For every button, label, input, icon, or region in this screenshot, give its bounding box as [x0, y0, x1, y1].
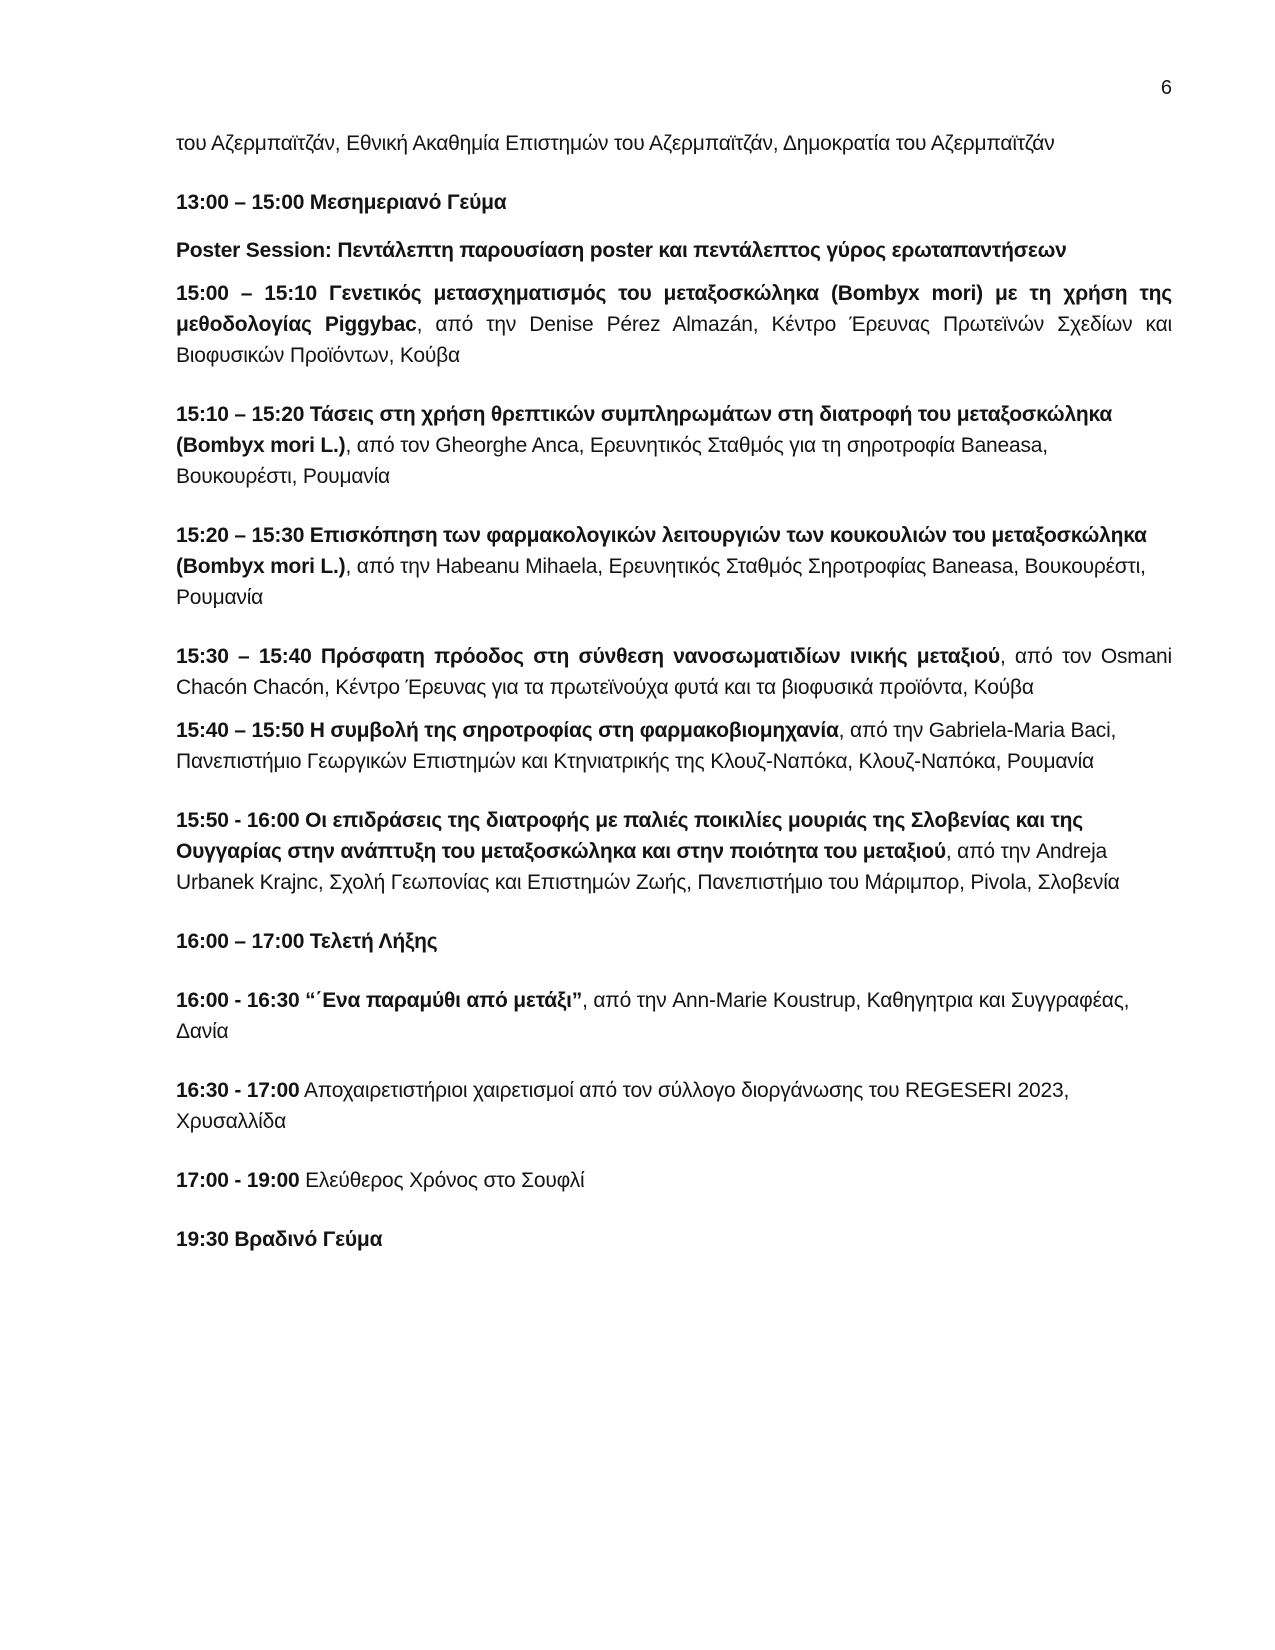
- entry-text: Ελεύθερος Χρόνος στο Σουφλί: [299, 1169, 585, 1192]
- schedule-entry: [176, 641, 1172, 703]
- schedule-entry: [176, 187, 1172, 218]
- entry-title: 15:10 – 15:20 Τάσεις στη χρήση θρεπτικών συμπληρωμάτων στη διατροφή του μεταξοσκώληκα (Bombyx mori L.): [176, 403, 1113, 457]
- schedule-entry: [176, 1165, 1172, 1196]
- schedule-entry: [176, 1075, 1172, 1137]
- entry-title: 13:00 – 15:00 Μεσημεριανό Γεύμα: [176, 191, 507, 214]
- entry-title: 15:20 – 15:30 Επισκόπηση των φαρμακολογικών λειτουργιών των κουκουλιών του μεταξοσκώληκα (Bombyx mori L.): [176, 524, 1147, 578]
- entry-text: του Αζερμπαϊτζάν, Εθνική Ακαθημία Επιστημών του Αζερμπαϊτζάν, Δημοκρατία του Αζερμπαϊτζάν: [176, 132, 1055, 155]
- entry-text: , από τον Osmani Chacón Chacón, Κέντρο Έρευνας για τα πρωτεϊνούχα φυτά και τα βιοφυσικά προϊόντα, Κούβα: [176, 645, 1172, 699]
- entry-title: 15:50 - 16:00 Οι επιδράσεις της διατροφής με παλιές ποικιλίες μουριάς της Σλοβενίας και της Ουγγαρίας στην ανάπτυξη του μεταξοσκώληκα και στην ποιότητα του μεταξιού: [176, 809, 1083, 863]
- schedule-entry: [176, 805, 1172, 898]
- page-number: 6: [1160, 77, 1172, 99]
- entry-text: , από την Denise Pérez Almazán, Κέντρο Έρευνας Πρωτεϊνών Σχεδίων και Βιοφυσικών Προϊόντων, Κούβα: [176, 313, 1173, 367]
- schedule-content: [176, 128, 1172, 1272]
- entry-title: 16:30 - 17:00: [176, 1079, 300, 1102]
- entry-title: 17:00 - 19:00: [176, 1169, 300, 1192]
- schedule-entry: [176, 278, 1172, 371]
- schedule-entry: [176, 926, 1172, 957]
- entry-text: , από την Habeanu Mihaela, Ερευνητικός Σταθμός Σηροτροφίας Baneasa, Βουκουρέστι, Ρουμανία: [176, 555, 1146, 609]
- schedule-entry: [176, 985, 1172, 1047]
- schedule-entry: [176, 235, 1172, 266]
- entry-title: 19:30 Βραδινό Γεύμα: [176, 1228, 383, 1251]
- entry-text: , από την Gabriela-Maria Baci, Πανεπιστήμιο Γεωργικών Επιστημών και Κτηνιατρικής της Κλουζ-Ναπόκα, Κλουζ-Ναπόκα, Ρουμανία: [176, 719, 1117, 773]
- schedule-entry: [176, 399, 1172, 492]
- entry-text: , από την Andreja Urbanek Krajnc, Σχολή Γεωπονίας και Επιστημών Ζωής, Πανεπιστήμιο του Μάριμπορ, Pivola, Σλοβενία: [176, 840, 1120, 894]
- entry-title: Poster Session: Πεντάλεπτη παρουσίαση poster και πεντάλεπτος γύρος ερωταπαντήσεων: [176, 239, 1067, 262]
- entry-text: , από την Ann-Marie Koustrup, Καθηγητρια και Συγγραφέας, Δανία: [176, 989, 1130, 1043]
- schedule-entry: [176, 1224, 1172, 1255]
- entry-text: Αποχαιρετιστήριοι χαιρετισμοί από τον σύλλογο διοργάνωσης του REGESERI 2023, Χρυσαλλίδα: [176, 1079, 1070, 1133]
- schedule-entry: [176, 520, 1172, 613]
- schedule-entry: [176, 715, 1172, 777]
- entry-title: 16:00 – 17:00 Τελετή Λήξης: [176, 930, 438, 953]
- schedule-entry: [176, 128, 1172, 159]
- entry-text: , από τον Gheorghe Anca, Ερευνητικός Σταθμός για τη σηροτροφία Baneasa, Βουκουρέστι, Ρουμανία: [176, 434, 1048, 488]
- entry-title: 15:30 – 15:40 Πρόσφατη πρόοδος στη σύνθεση νανοσωματιδίων ινικής μεταξιού: [176, 645, 1000, 668]
- entry-title: 15:40 – 15:50 Η συμβολή της σηροτροφίας στη φαρμακοβιομηχανία: [176, 719, 839, 742]
- entry-title: 15:00 – 15:10 Γενετικός μετασχηματισμός του μεταξοσκώληκα (Bombyx mori) με τη χρήση της μεθοδολογίας Piggybac: [176, 282, 1172, 336]
- entry-title: 16:00 - 16:30 “΄Ενα παραμύθι από μετάξι”: [176, 989, 583, 1012]
